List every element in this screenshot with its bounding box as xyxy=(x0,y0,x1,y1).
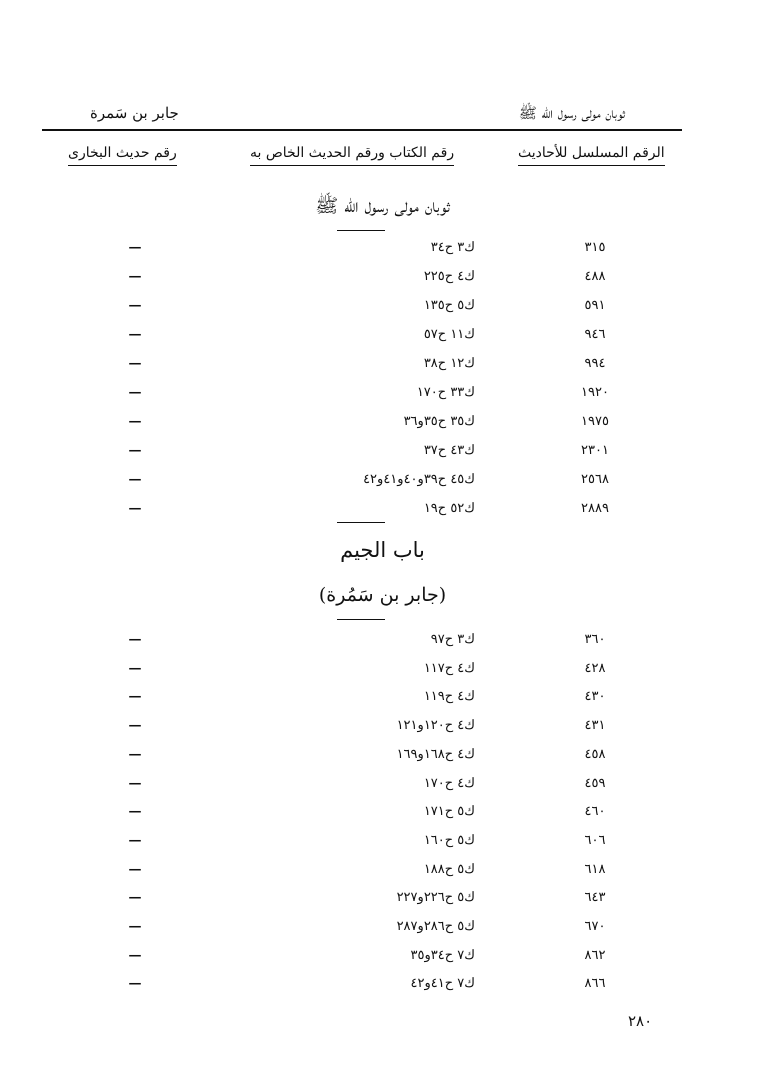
bukhari-cell: — xyxy=(128,660,142,676)
table-row xyxy=(0,443,765,465)
serial-cell: ٦٠٦ xyxy=(584,832,606,848)
table-row xyxy=(0,414,765,436)
serial-cell: ٤٥٩ xyxy=(584,775,606,791)
table-row xyxy=(0,385,765,407)
serial-cell: ٥٩١ xyxy=(584,298,606,313)
book-hadith-cell: ك٤ ح١٢٠و١٢١ xyxy=(396,718,475,734)
column-header-bukhari: رقم حديث البخارى xyxy=(68,145,177,166)
table-row xyxy=(0,976,765,998)
book-hadith-cell: ك٤٥ ح٣٩و٤٠و٤١و٤٢ xyxy=(363,472,475,487)
section-divider xyxy=(337,522,385,523)
serial-cell: ٤٥٨ xyxy=(584,746,606,762)
bukhari-cell: — xyxy=(128,947,142,963)
bukhari-cell: — xyxy=(128,689,142,705)
bukhari-cell: — xyxy=(128,919,142,934)
column-header-book-hadith: رقم الكتاب ورقم الحديث الخاص به xyxy=(250,145,454,166)
table-row xyxy=(0,472,765,494)
table-row xyxy=(0,747,765,769)
table-row xyxy=(0,862,765,884)
serial-cell: ٤٣٠ xyxy=(584,689,606,705)
bukhari-cell: — xyxy=(128,443,142,458)
serial-cell: ٦٧٠ xyxy=(584,919,606,934)
page-number: ٢٨٠ xyxy=(628,1012,653,1030)
serial-cell: ٢٨٨٩ xyxy=(581,501,609,516)
bukhari-cell: — xyxy=(128,414,142,429)
serial-cell: ٢٣٠١ xyxy=(581,443,609,458)
bukhari-cell: — xyxy=(128,976,142,992)
bukhari-cell: — xyxy=(128,501,142,516)
bukhari-cell: — xyxy=(128,269,142,284)
book-hadith-cell: ك٤ ح٢٢٥ xyxy=(423,269,475,284)
table-row xyxy=(0,501,765,523)
book-hadith-cell: ك٧ ح٣٤و٣٥ xyxy=(410,947,475,963)
section-divider xyxy=(337,619,385,620)
running-title-right: ثوبان مولى رسول الله ﷺ xyxy=(518,104,625,122)
book-hadith-cell: ك٤ ح١٧٠ xyxy=(423,775,475,791)
bukhari-cell: — xyxy=(128,632,142,647)
serial-cell: ٨٦٦ xyxy=(584,976,606,992)
serial-cell: ٣٦٠ xyxy=(584,632,606,647)
book-hadith-cell: ك٤ ح١١٩ xyxy=(423,689,475,705)
bukhari-cell: — xyxy=(128,832,142,848)
book-hadith-cell: ك٣٣ ح١٧٠ xyxy=(416,385,475,400)
table-row xyxy=(0,890,765,912)
serial-cell: ٣١٥ xyxy=(584,240,606,255)
bukhari-cell: — xyxy=(128,356,142,371)
table-row xyxy=(0,833,765,855)
bukhari-cell: — xyxy=(128,890,142,906)
table-row xyxy=(0,632,765,654)
table-row xyxy=(0,948,765,970)
book-hadith-cell: ك٤ ح١٦٨و١٦٩ xyxy=(396,746,475,762)
table-row xyxy=(0,804,765,826)
serial-cell: ٤٦٠ xyxy=(584,804,606,820)
book-hadith-cell: ك٥ ح١٧١ xyxy=(423,804,475,820)
book-hadith-cell: ك٤ ح١١٧ xyxy=(423,660,475,676)
serial-cell: ٤٣١ xyxy=(584,718,606,734)
section-title-thawban: ثوبان مولى رسول الله ﷺ xyxy=(315,195,450,217)
serial-cell: ٢٥٦٨ xyxy=(581,472,609,487)
chapter-title: باب الجيم xyxy=(340,538,425,562)
book-hadith-cell: ك٧ ح٤١و٤٢ xyxy=(410,976,475,992)
serial-cell: ٤٢٨ xyxy=(584,660,606,676)
book-hadith-cell: ك٥ ح١٣٥ xyxy=(423,298,475,313)
book-hadith-cell: ك٥ ح١٦٠ xyxy=(423,832,475,848)
bukhari-cell: — xyxy=(128,746,142,762)
running-title-left: جابر بن سَمرة xyxy=(90,104,179,122)
table-row xyxy=(0,718,765,740)
column-header-serial: الرقم المسلسل للأحاديث xyxy=(518,145,665,166)
bukhari-cell: — xyxy=(128,240,142,255)
bukhari-cell: — xyxy=(128,804,142,820)
header-rule xyxy=(42,129,682,131)
table-row xyxy=(0,689,765,711)
table-row xyxy=(0,240,765,262)
serial-cell: ٩٤٦ xyxy=(584,327,606,342)
book-hadith-cell: ك١٢ ح٣٨ xyxy=(423,356,475,371)
bukhari-cell: — xyxy=(128,775,142,791)
book-hadith-cell: ك٥ ح٢٢٦و٢٢٧ xyxy=(396,890,475,906)
table-row xyxy=(0,776,765,798)
serial-cell: ١٩٢٠ xyxy=(581,385,609,400)
table-row xyxy=(0,919,765,941)
section-divider xyxy=(337,230,385,231)
book-hadith-cell: ك٥٢ ح١٩ xyxy=(423,501,475,516)
book-hadith-cell: ك١١ ح٥٧ xyxy=(423,327,475,342)
serial-cell: ١٩٧٥ xyxy=(581,414,609,429)
table-row xyxy=(0,269,765,291)
bukhari-cell: — xyxy=(128,327,142,342)
book-hadith-cell: ك٥ ح٢٨٦و٢٨٧ xyxy=(396,919,475,934)
bukhari-cell: — xyxy=(128,298,142,313)
book-hadith-cell: ك٥ ح١٨٨ xyxy=(423,861,475,877)
serial-cell: ٤٨٨ xyxy=(584,269,606,284)
table-row xyxy=(0,356,765,378)
book-hadith-cell: ك٣٥ ح٣٥و٣٦ xyxy=(403,414,475,429)
book-hadith-cell: ك٤٣ ح٣٧ xyxy=(423,443,475,458)
bukhari-cell: — xyxy=(128,718,142,734)
serial-cell: ٩٩٤ xyxy=(584,356,606,371)
serial-cell: ٦٤٣ xyxy=(584,890,606,906)
bukhari-cell: — xyxy=(128,472,142,487)
bukhari-cell: — xyxy=(128,861,142,877)
bukhari-cell: — xyxy=(128,385,142,400)
serial-cell: ٦١٨ xyxy=(584,861,606,877)
book-hadith-cell: ك٣ ح٣٤ xyxy=(430,240,475,255)
section-title-jabir: (جابر بن سَمُرة) xyxy=(318,584,447,606)
table-row xyxy=(0,327,765,349)
serial-cell: ٨٦٢ xyxy=(584,947,606,963)
table-row xyxy=(0,298,765,320)
book-hadith-cell: ك٣ ح٩٧ xyxy=(430,632,475,647)
table-row xyxy=(0,661,765,683)
